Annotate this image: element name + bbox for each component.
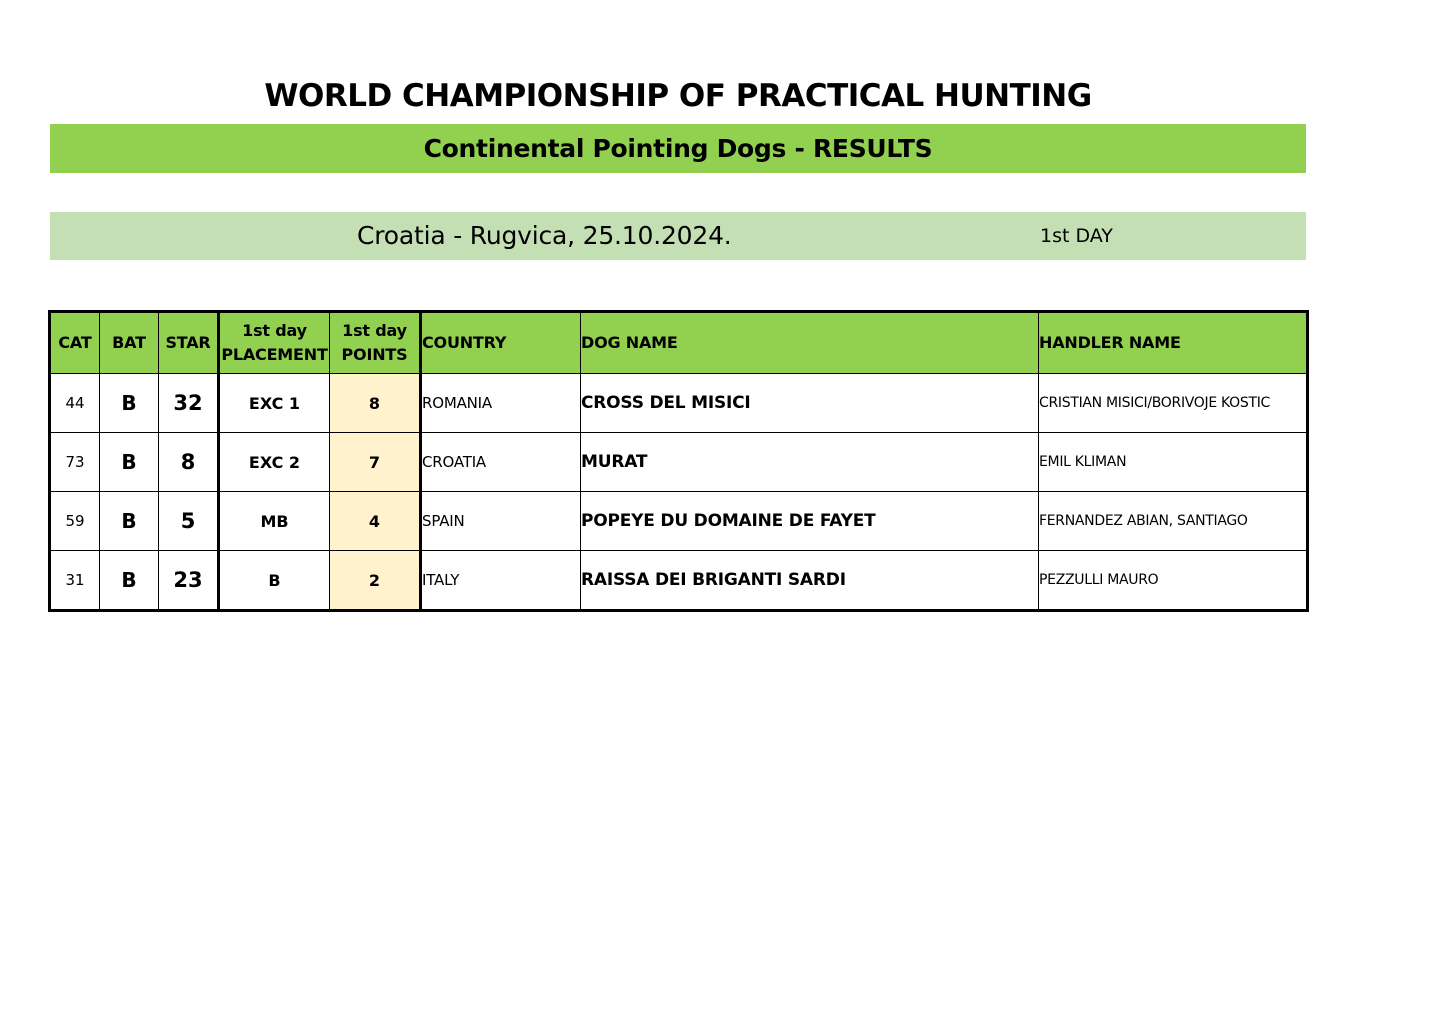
- cell-placement: EXC 2: [219, 433, 330, 492]
- cell-cat: 44: [50, 374, 100, 433]
- cell-handler-name: EMIL KLIMAN: [1039, 433, 1308, 492]
- cell-country: SPAIN: [421, 492, 581, 551]
- cell-country: CROATIA: [421, 433, 581, 492]
- table-row: [50, 551, 1308, 611]
- cell-bat: B: [100, 374, 159, 433]
- cell-placement: EXC 1: [219, 374, 330, 433]
- results-table: [48, 310, 1309, 612]
- cell-dog-name: CROSS DEL MISICI: [581, 374, 1039, 433]
- table-row: [50, 374, 1308, 433]
- header-points-line2: POINTS: [341, 345, 408, 364]
- header-points: [330, 312, 421, 374]
- location-date: Croatia - Rugvica, 25.10.2024.: [357, 221, 732, 250]
- cell-dog-name: MURAT: [581, 433, 1039, 492]
- cell-star: 23: [159, 551, 219, 611]
- cell-bat: B: [100, 551, 159, 611]
- cell-star: 8: [159, 433, 219, 492]
- cell-handler-name: CRISTIAN MISICI/BORIVOJE KOSTIC: [1039, 374, 1308, 433]
- cell-placement: B: [219, 551, 330, 611]
- cell-dog-name: RAISSA DEI BRIGANTI SARDI: [581, 551, 1039, 611]
- header-placement-line1: 1st day: [242, 321, 307, 340]
- table-header-row: [50, 312, 1308, 374]
- cell-bat: B: [100, 433, 159, 492]
- subtitle-band: [50, 124, 1306, 173]
- cell-cat: 73: [50, 433, 100, 492]
- header-cat: CAT: [50, 312, 100, 374]
- location-band: [50, 212, 1306, 260]
- header-country: COUNTRY: [421, 312, 581, 374]
- cell-bat: B: [100, 492, 159, 551]
- day-label: 1st DAY: [1040, 225, 1113, 247]
- cell-points: 8: [330, 374, 421, 433]
- cell-dog-name: POPEYE DU DOMAINE DE FAYET: [581, 492, 1039, 551]
- table-row: [50, 492, 1308, 551]
- cell-cat: 59: [50, 492, 100, 551]
- header-placement-line2: PLACEMENT: [221, 345, 328, 364]
- cell-placement: MB: [219, 492, 330, 551]
- header-star: STAR: [159, 312, 219, 374]
- cell-country: ITALY: [421, 551, 581, 611]
- cell-points: 4: [330, 492, 421, 551]
- header-placement: [219, 312, 330, 374]
- cell-star: 32: [159, 374, 219, 433]
- cell-star: 5: [159, 492, 219, 551]
- table-row: [50, 433, 1308, 492]
- header-bat: BAT: [100, 312, 159, 374]
- cell-handler-name: PEZZULLI MAURO: [1039, 551, 1308, 611]
- header-points-line1: 1st day: [342, 321, 407, 340]
- cell-cat: 31: [50, 551, 100, 611]
- cell-handler-name: FERNANDEZ ABIAN, SANTIAGO: [1039, 492, 1308, 551]
- cell-country: ROMANIA: [421, 374, 581, 433]
- header-dog-name: DOG NAME: [581, 312, 1039, 374]
- header-handler-name: HANDLER NAME: [1039, 312, 1308, 374]
- subtitle: Continental Pointing Dogs - RESULTS: [423, 134, 933, 163]
- cell-points: 7: [330, 433, 421, 492]
- cell-points: 2: [330, 551, 421, 611]
- document-title: WORLD CHAMPIONSHIP OF PRACTICAL HUNTING: [264, 78, 1092, 114]
